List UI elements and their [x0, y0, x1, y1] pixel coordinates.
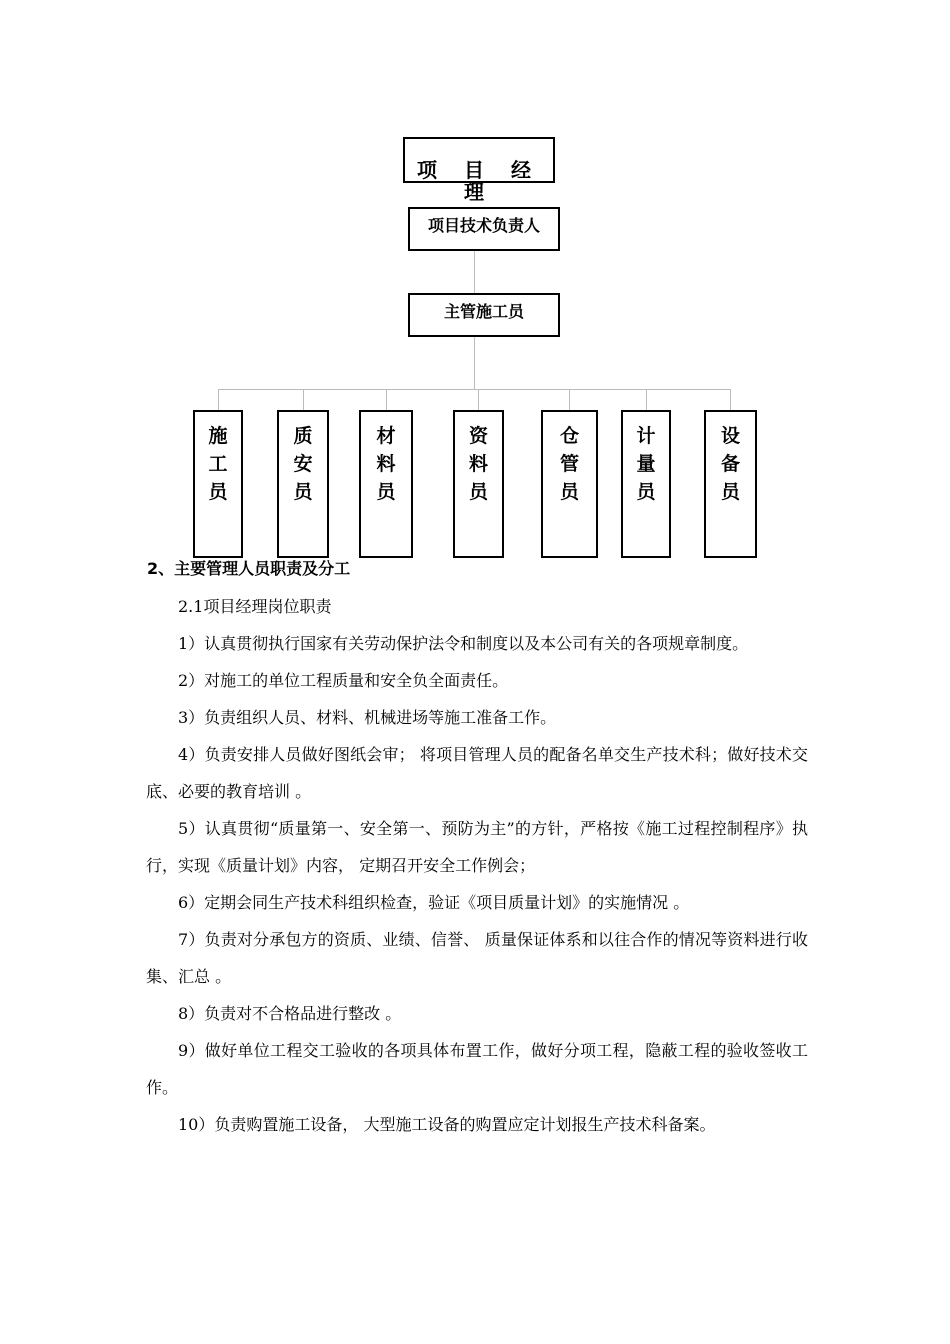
- duty-item: 5）认真贯彻“质量第一、安全第一、预防为主”的方针，严格按《施工过程控制程序》执行，实现《质量计划》内容， 定期召开安全工作例会；: [146, 819, 808, 875]
- connector-line: [478, 389, 479, 410]
- connector-line: [474, 251, 475, 293]
- duty-item: 1）认真贯彻执行国家有关劳动保护法令和制度以及本公司有关的各项规章制度。: [178, 634, 749, 653]
- connector-line: [386, 389, 387, 410]
- duty-item: 7）负责对分承包方的资质、业绩、信誉、 质量保证体系和以往合作的情况等资料进行收集、汇总 。: [146, 930, 808, 986]
- duty-item: 2）对施工的单位工程质量和安全负全面责任。: [178, 671, 509, 690]
- connector-line: [218, 389, 219, 410]
- subsection-heading: 2.1项目经理岗位职责: [178, 597, 332, 616]
- connector-line: [303, 389, 304, 410]
- duty-item: 9）做好单位工程交工验收的各项具体布置工作，做好分项工程，隐蔽工程的验收签收工作。: [146, 1041, 808, 1097]
- connector-line: [569, 389, 570, 410]
- duty-item: 6）定期会同生产技术科组织检查，验证《项目质量计划》的实施情况 。: [178, 893, 690, 912]
- duty-item: 3）负责组织人员、材料、机械进场等施工准备工作。: [178, 708, 557, 727]
- project-manager-box: 项 目 经 理: [403, 137, 555, 183]
- duties-content: [146, 588, 808, 1143]
- technical-lead-box: 项目技术负责人: [408, 207, 560, 251]
- connector-line: [474, 337, 475, 389]
- staff-box-warehouse: 仓管员: [541, 410, 598, 558]
- connector-line: [730, 389, 731, 410]
- branch-line: [218, 389, 730, 390]
- duty-item: 8）负责对不合格品进行整改 。: [178, 1004, 402, 1023]
- staff-box-metrology: 计量员: [621, 410, 671, 558]
- section-heading: 2、主要管理人员职责及分工: [147, 559, 351, 578]
- staff-box-documents: 资料员: [453, 410, 504, 558]
- staff-box-construction: 施工员: [193, 410, 243, 558]
- duty-item: 4）负责安排人员做好图纸会审； 将项目管理人员的配备名单交生产技术科；做好技术交底、必要的教育培训 。: [146, 745, 808, 801]
- duty-item: 10）负责购置施工设备， 大型施工设备的购置应定计划报生产技术科备案。: [178, 1115, 716, 1134]
- construction-supervisor-box: 主管施工员: [408, 293, 560, 337]
- staff-box-equipment: 设备员: [704, 410, 757, 558]
- staff-box-quality-safety: 质安员: [277, 410, 329, 558]
- staff-box-materials: 材料员: [359, 410, 413, 558]
- connector-line: [646, 389, 647, 410]
